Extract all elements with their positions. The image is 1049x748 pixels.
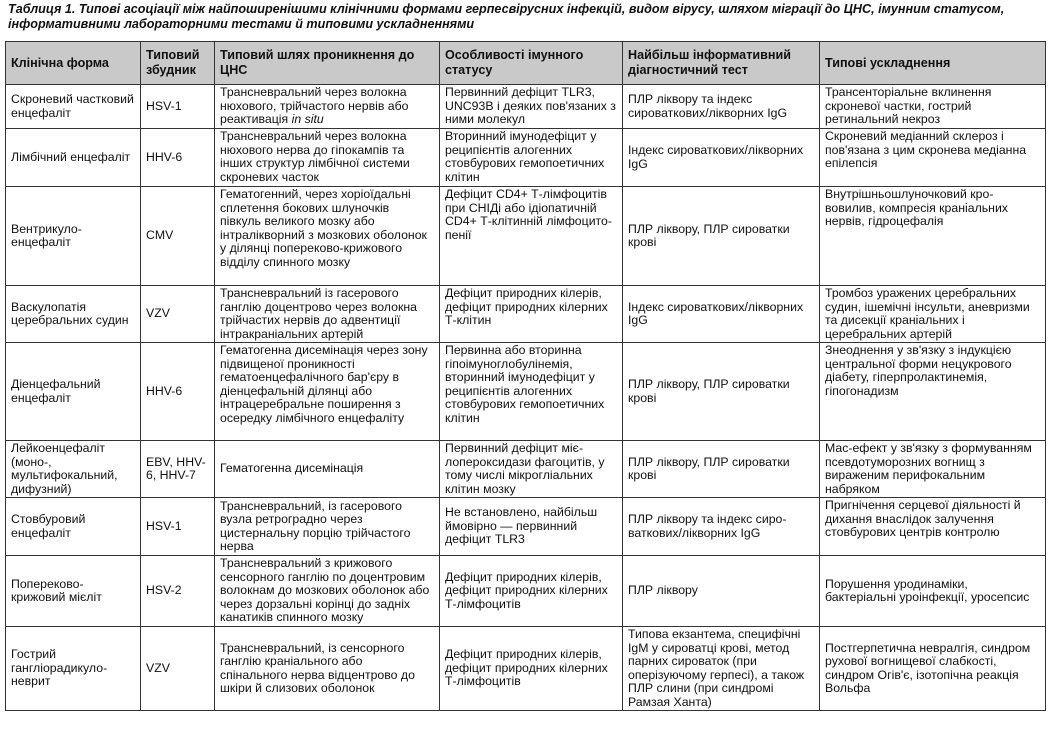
cell-form: Васкулопатія церебральних судин	[6, 286, 141, 343]
cell-pathway: Трансневральний через волокна нюхового нерва до гіпокампів та інших структур лімбічної системи скроневих часток	[215, 129, 440, 187]
cell-immune: Дефіцит природних кілерів, дефіцит природних кілерних Т-клітин	[440, 286, 623, 343]
cell-agent: HSV-2	[141, 556, 215, 627]
cell-form: Лімбічний енцефаліт	[6, 129, 141, 187]
cell-pathway: Трансневральний з крижового сенсорного ганглію по доцентровим волокнам до мозкових оболонок або через дорзальні корінці до задніх канатиків спинного мозку	[215, 556, 440, 627]
table-row	[6, 498, 1046, 556]
cell-immune: Первинний дефіцит TLR3, UNC93B і деяких пов'язаних з ними молекул	[440, 85, 623, 129]
cell-form: Попереково-крижовий мієліт	[6, 556, 141, 627]
cell-form: Скроневий частковий енцефаліт	[6, 85, 141, 129]
header-agent: Типовий збудник	[141, 42, 215, 85]
table-row	[6, 187, 1046, 286]
cell-complications: Пригнічення серцевої діяльності й дихання внаслідок залучення стовбурових центрів контролю	[820, 498, 1046, 556]
header-immune: Особливості імунного статусу	[440, 42, 623, 85]
cell-form: Лейкоенцефаліт (моно-, мультифокальний, дифузний)	[6, 441, 141, 498]
header-row	[6, 42, 1046, 85]
cell-agent: CMV	[141, 187, 215, 286]
data-table	[5, 41, 1046, 711]
cell-pathway: Гематогенний, через хоріоїдальні сплетення бокових шлуночків півкуль великого мозку або інтралікворний з мозкових оболонок у ділянці попереково-крижового відділу спинного мозку	[215, 187, 440, 286]
cell-immune: Первинна або вторинна гіпоімуноглобулінемія, вторинний імунодефіцит у реципієнтів алогенних стовбурових гемопоетичних клітин	[440, 343, 623, 441]
header-complications: Типові ускладнення	[820, 42, 1046, 85]
cell-form: Вентрикулоенцефаліт	[6, 187, 141, 286]
cell-test: ПЛР ліквору та індекс сироваткових/лікворних IgG	[623, 498, 820, 556]
table-row	[6, 441, 1046, 498]
cell-test: ПЛР ліквору, ПЛР сироватки крові	[623, 343, 820, 441]
cell-form: Гострий гангліорадикулоневрит	[6, 627, 141, 711]
cell-complications: Постгерпетична невралгія, синдром рухової вогнищевої слабкості, синдром Огів'є, ізотопічна реакція Вольфа	[820, 627, 1046, 711]
cell-pathway: Трансневральний, із гасерового вузла ретроградно через цистернальну порцію трійчастого нерва	[215, 498, 440, 556]
table-row	[6, 556, 1046, 627]
cell-immune: Дефіцит природних кілерів, дефіцит природних кілерних Т-лімфоцитів	[440, 556, 623, 627]
cell-complications: Скроневий медіанний склероз і пов'язана з цим скронева медіанна епілепсія	[820, 129, 1046, 187]
cell-agent: VZV	[141, 286, 215, 343]
table-row	[6, 627, 1046, 711]
cell-complications: Внутрішньошлуночковий крововилив, компресія кранiальних нервів, гідроцефалія	[820, 187, 1046, 286]
cell-pathway-emphasis: in situ	[291, 112, 324, 126]
cell-test: ПЛР ліквору	[623, 556, 820, 627]
cell-test: ПЛР ліквору, ПЛР сироватки крові	[623, 187, 820, 286]
cell-immune: Первинний дефіцит мієлопероксидази фагоцитів, у тому числі мікрогліальних клітин мозку	[440, 441, 623, 498]
cell-agent: HSV-1	[141, 85, 215, 129]
header-test: Найбільш інформативний діагностичний тест	[623, 42, 820, 85]
cell-test: Типова екзантема, специфічні IgM у сироватці крові, метод парних сироваток (при оперізуючому герпесі), а також ПЛР слини (при синдромі Рамзая Ханта)	[623, 627, 820, 711]
cell-agent: HHV-6	[141, 343, 215, 441]
cell-complications: Знеоднення у зв'язку з індукцією центральної форми нецукрового діабету, гіперпролактинемія, гіпогонадизм	[820, 343, 1046, 441]
cell-complications: Тромбоз уражених церебральних судин, ішемічні інсульти, аневризми та дисекції кранiальних і церебральних артерій	[820, 286, 1046, 343]
cell-pathway-text: Трансневральний через волокна нюхового, трійчастого нервів або реактивація	[220, 85, 409, 126]
cell-agent: EBV, HHV-6, HHV-7	[141, 441, 215, 498]
cell-immune: Дефіцит природних кілерів, дефіцит природних кілерних Т-лімфоцитів	[440, 627, 623, 711]
cell-immune: Дефіцит CD4+ Т-лімфоцитів при СНІДі або ідіопатичній CD4+ Т-клітинній лімфоцитопенії	[440, 187, 623, 286]
cell-test: ПЛР ліквору та індекс сироваткових/лікворних IgG	[623, 85, 820, 129]
table-caption: Таблиця 1. Типові асоціації між найпоширенішими клінічними формами герпесвірусних інфекцій, видом вірусу, шляхом міграції до ЦНС, імунним статусом, інформативними лабораторними тестами й типовими ускладненнями	[8, 2, 1005, 31]
cell-agent: VZV	[141, 627, 215, 711]
table-row	[6, 343, 1046, 441]
cell-pathway: Гематогенна дисемінація	[215, 441, 440, 498]
cell-pathway	[215, 85, 440, 129]
cell-test: Індекс сироваткових/лікворних IgG	[623, 286, 820, 343]
cell-pathway: Гематогенна дисемінація через зону підвищеної проникності гематоенцефалічного бар'єру в діенцефальній ділянці або інтрацеребральне поширення з осередку лімбічного енцефаліту	[215, 343, 440, 441]
cell-immune: Вторинний імунодефіцит у реципієнтів алогенних стовбурових гемопоетичних клітин	[440, 129, 623, 187]
cell-immune: Не встановлено, найбільш ймовірно — первинний дефіцит TLR3	[440, 498, 623, 556]
cell-agent: HSV-1	[141, 498, 215, 556]
cell-agent: HHV-6	[141, 129, 215, 187]
cell-test: Індекс сироваткових/лікворних IgG	[623, 129, 820, 187]
cell-form: Діенцефальний енцефаліт	[6, 343, 141, 441]
cell-complications: Трансенторіальне вклинення скроневої частки, гострий ретинальний некроз	[820, 85, 1046, 129]
cell-form: Стовбуровий енцефаліт	[6, 498, 141, 556]
cell-test: ПЛР ліквору, ПЛР сироватки крові	[623, 441, 820, 498]
header-pathway: Типовий шлях проникнення до ЦНС	[215, 42, 440, 85]
table-row	[6, 85, 1046, 129]
table-row	[6, 286, 1046, 343]
header-form: Клінічна форма	[6, 42, 141, 85]
table-row	[6, 129, 1046, 187]
cell-complications: Мас-ефект у зв'язку з формуванням псевдотуморозних вогнищ з вираженим перифокальним набряком	[820, 441, 1046, 498]
cell-complications: Порушення уродинаміки, бактеріальні уроінфекції, уросепсис	[820, 556, 1046, 627]
cell-pathway: Трансневральний із гасерового ганглію доцентрово через волокна трійчастих нервів до адвентиції інтракраніальних артерій	[215, 286, 440, 343]
cell-pathway: Трансневральний, із сенсорного ганглію краніального або спінального нерва відцентрово до шкіри й слизових оболонок	[215, 627, 440, 711]
